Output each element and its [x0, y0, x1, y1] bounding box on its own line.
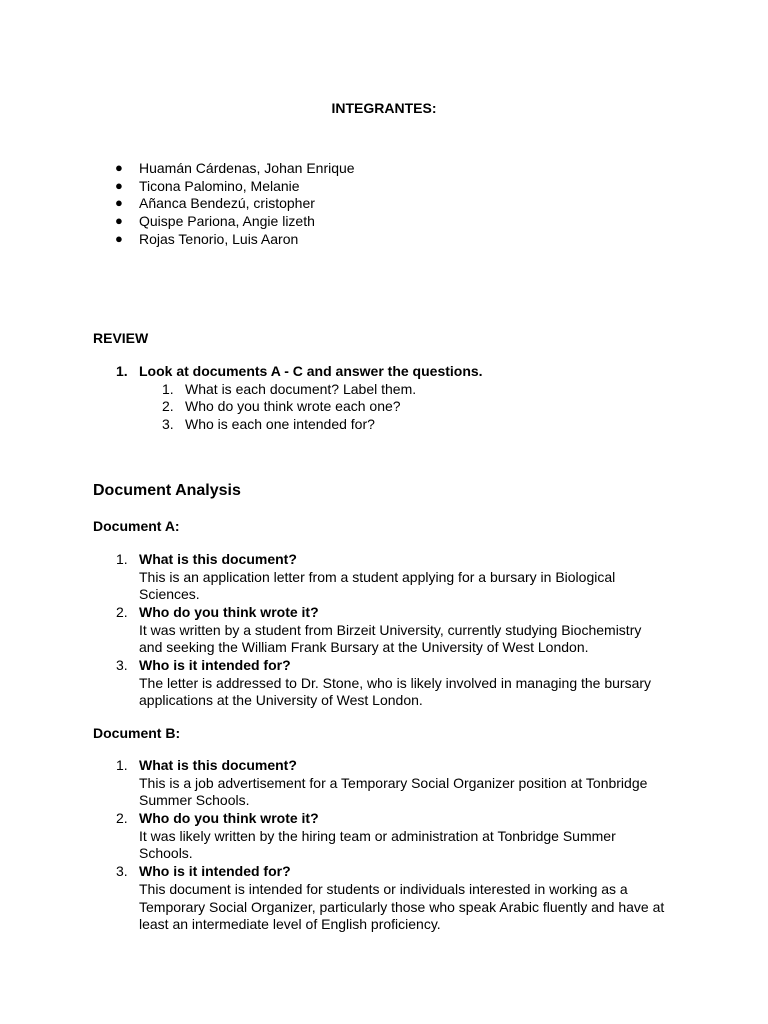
member-name: Ticona Palomino, Melanie	[139, 178, 300, 194]
question-label: Who do you think wrote it?	[139, 604, 319, 620]
member-name: Rojas Tenorio, Luis Aaron	[139, 231, 299, 247]
review-item-number: 1.	[116, 363, 128, 379]
review-sub-text: What is each document? Label them.	[185, 381, 417, 397]
question-label: What is this document?	[139, 551, 297, 567]
bullet-icon: ●	[115, 195, 123, 210]
question-label: What is this document?	[139, 757, 297, 773]
answer-line: least an intermediate level of English proficiency.	[139, 916, 441, 932]
answer-line: Temporary Social Organizer, particularly those who speak Arabic fluently and have at	[139, 899, 665, 915]
document-a-heading: Document A:	[93, 518, 180, 534]
bullet-icon: ●	[115, 160, 123, 175]
answer-line: applications at the University of West London.	[139, 692, 423, 708]
question-number: 2.	[116, 810, 128, 826]
question-number: 3.	[116, 657, 128, 673]
review-sub-text: Who do you think wrote each one?	[185, 398, 401, 414]
question-label: Who is it intended for?	[139, 863, 291, 879]
document-b-heading: Document B:	[93, 725, 181, 741]
question-number: 2.	[116, 604, 128, 620]
question-label: Who is it intended for?	[139, 657, 291, 673]
page-title: INTEGRANTES:	[331, 100, 437, 116]
member-name: Huamán Cárdenas, Johan Enrique	[139, 160, 355, 176]
review-sub-number: 1.	[162, 381, 174, 397]
question-label: Who do you think wrote it?	[139, 810, 319, 826]
bullet-icon: ●	[115, 178, 123, 193]
question-number: 3.	[116, 863, 128, 879]
answer-line: and seeking the William Frank Bursary at the University of West London.	[139, 639, 589, 655]
review-heading: REVIEW	[93, 330, 149, 346]
member-name: Añanca Bendezú, cristopher	[139, 195, 315, 211]
question-number: 1.	[116, 757, 128, 773]
answer-line: This is a job advertisement for a Temporary Social Organizer position at Tonbridge	[139, 775, 648, 791]
answer-line: This document is intended for students or individuals interested in working as a	[139, 881, 628, 897]
answer-line: Sciences.	[139, 586, 200, 602]
member-name: Quispe Pariona, Angie lizeth	[139, 213, 315, 229]
question-number: 1.	[116, 551, 128, 567]
bullet-icon: ●	[115, 213, 123, 228]
answer-line: It was likely written by the hiring team or administration at Tonbridge Summer	[139, 828, 616, 844]
bullet-icon: ●	[115, 231, 123, 246]
review-sub-number: 2.	[162, 398, 174, 414]
review-sub-text: Who is each one intended for?	[185, 416, 375, 432]
review-item-text: Look at documents A - C and answer the questions.	[139, 363, 483, 379]
answer-line: This is an application letter from a student applying for a bursary in Biological	[139, 569, 616, 585]
answer-line: It was written by a student from Birzeit University, currently studying Biochemistry	[139, 622, 642, 638]
review-sub-number: 3.	[162, 416, 174, 432]
answer-line: Schools.	[139, 845, 193, 861]
analysis-heading: Document Analysis	[93, 482, 241, 499]
answer-line: Summer Schools.	[139, 792, 250, 808]
answer-line: The letter is addressed to Dr. Stone, who is likely involved in managing the bursary	[139, 675, 652, 691]
